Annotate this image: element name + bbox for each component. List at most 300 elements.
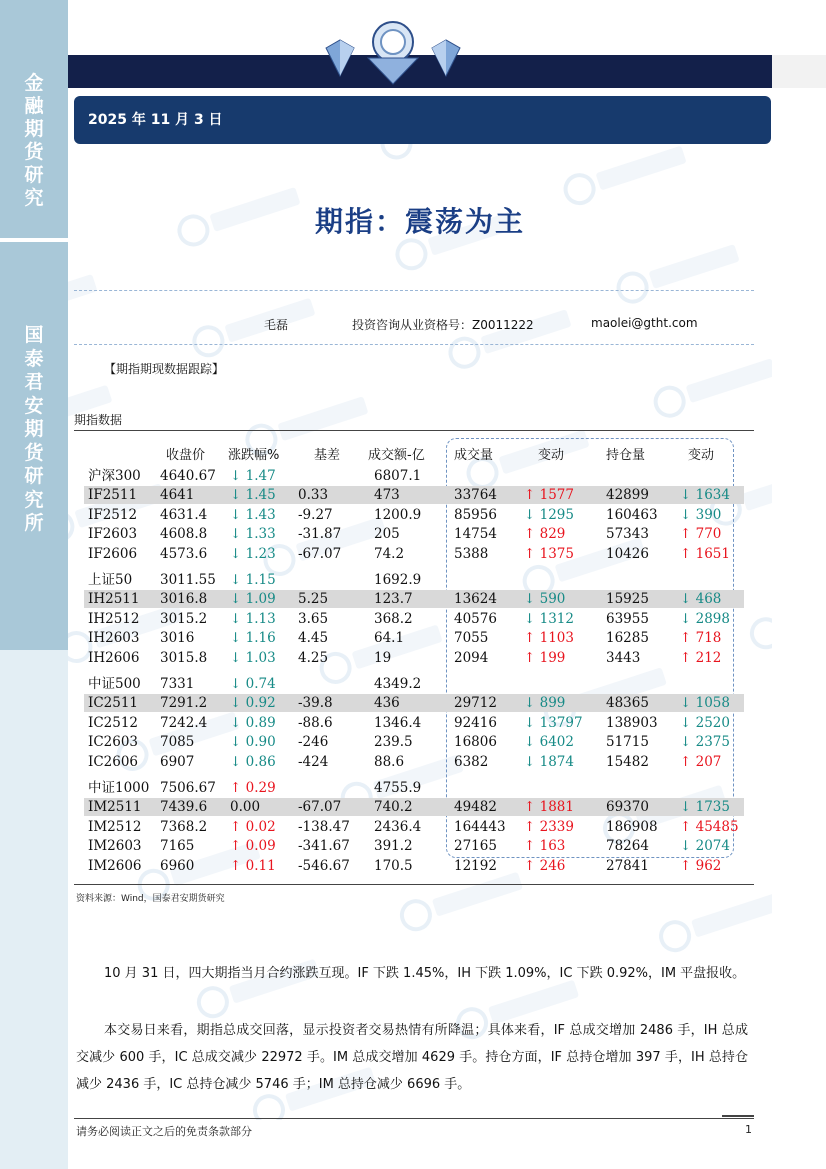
table-top-rule	[74, 430, 754, 431]
cell-value: 1651	[691, 545, 730, 562]
footer-disclaimer: 请务必阅读正文之后的免责条款部分	[76, 1125, 252, 1138]
amount-cell	[374, 733, 413, 751]
close-cell	[160, 571, 216, 589]
volume-cell	[454, 753, 488, 771]
up-arrow-icon: ↑	[524, 526, 536, 543]
up-arrow-icon: ↑	[680, 857, 692, 874]
cell-value: 3016.8	[160, 591, 208, 608]
oi-cell	[606, 525, 649, 543]
down-arrow-icon: ↓	[230, 734, 242, 751]
basis-cell	[298, 694, 333, 712]
amount-cell	[374, 779, 421, 797]
cell-value: 0.29	[241, 780, 276, 796]
cell-value: 7055	[454, 630, 489, 647]
close-cell	[160, 649, 207, 667]
cell-value: 3011.55	[160, 572, 216, 588]
amount-cell	[374, 525, 400, 543]
cell-value: 0.09	[241, 838, 276, 855]
cell-value: IM2603	[88, 838, 142, 855]
cell-value: 170.5	[374, 857, 413, 874]
oi-cell	[606, 545, 649, 563]
cell-value: 5388	[454, 545, 489, 562]
cell-value: 123.7	[374, 591, 413, 608]
down-arrow-icon: ↓	[524, 695, 536, 712]
close-cell	[160, 525, 207, 543]
cell-value: 1.43	[241, 506, 276, 523]
amount-cell	[374, 610, 413, 628]
down-arrow-icon: ↓	[230, 753, 242, 770]
close-cell	[160, 753, 194, 771]
cell-value: IF2603	[88, 526, 138, 543]
contract-row	[84, 610, 744, 628]
report-title: 期指：震荡为主	[314, 205, 525, 238]
cell-value: 27841	[606, 857, 649, 874]
cell-value: 13624	[454, 591, 497, 608]
cell-value: -67.07	[298, 799, 342, 816]
volume-change-cell	[524, 798, 574, 816]
cell-value: 7506.67	[160, 780, 216, 796]
header-open-interest: 持仓量	[606, 448, 646, 463]
cell-value: IF2511	[88, 487, 138, 504]
volume-change-cell	[524, 629, 574, 647]
volume-cell	[454, 525, 497, 543]
down-arrow-icon: ↓	[680, 591, 692, 608]
oi-change-cell	[680, 545, 730, 563]
cell-value: 1.33	[241, 526, 276, 543]
header-change: 涨跌幅%	[228, 448, 280, 463]
cell-value: 48365	[606, 695, 649, 712]
cell-value: 7368.2	[160, 818, 208, 835]
oi-cell	[606, 733, 649, 751]
cell-value: 2520	[691, 714, 730, 731]
header-amount: 成交额-亿	[368, 448, 425, 463]
cell-value: 16806	[454, 734, 497, 751]
cell-value: 468	[691, 591, 722, 608]
volume-cell	[454, 545, 488, 563]
close-cell	[160, 506, 207, 524]
sidebar-char: 研	[24, 164, 44, 186]
up-arrow-icon: ↑	[524, 487, 536, 504]
cell-value: 7165	[160, 838, 195, 855]
oi-cell	[606, 714, 658, 732]
cell-value: 3015.8	[160, 649, 208, 666]
down-arrow-icon: ↓	[230, 630, 242, 647]
sidebar-char: 泰	[24, 347, 44, 370]
down-arrow-icon: ↓	[230, 506, 242, 523]
change-cell	[230, 694, 276, 712]
down-arrow-icon: ↓	[680, 506, 692, 523]
cell-value: 1058	[691, 695, 730, 712]
cell-value: -424	[298, 753, 329, 770]
cell-value: 1634	[691, 487, 730, 504]
cell-value: IF2606	[88, 545, 138, 562]
contract-row	[84, 590, 744, 608]
cell-value: 0.92	[241, 695, 276, 712]
cell-value: 6960	[160, 857, 195, 874]
volume-cell	[454, 649, 488, 667]
cell-value: 15925	[606, 591, 649, 608]
cell-value: 2375	[691, 734, 730, 751]
cell-value: 1.16	[241, 630, 276, 647]
cell-value: 1.03	[241, 649, 276, 666]
volume-change-cell	[524, 714, 583, 732]
paragraph-2: 本交易日来看，期指总成交回落，显示投资者交易热情有所降温；具体来看，IF 总成交增加 2486 手，IH 总成交减少 600 手，IC 总成交减少 22972 手。IM 总成交增加 4629 手。持仓方面，IF 总持仓增加 397 手，IH 总持仓减少 2436 手，IC 总持仓减少 5746 手；IM 总持仓减少 6696 手。	[76, 1023, 748, 1092]
amount-cell	[374, 467, 421, 485]
date-bar	[74, 96, 771, 144]
amount-cell	[374, 629, 404, 647]
volume-change-cell	[524, 753, 574, 771]
cell-value: IM2512	[88, 818, 142, 835]
down-arrow-icon: ↓	[680, 838, 692, 855]
volume-cell	[454, 733, 497, 751]
cell-value: 590	[535, 591, 566, 608]
cell-value: 12192	[454, 857, 497, 874]
up-arrow-icon: ↑	[524, 799, 536, 816]
sidebar-char: 究	[24, 488, 44, 511]
cell-value: 4641	[160, 487, 195, 504]
down-arrow-icon: ↓	[230, 487, 242, 504]
volume-change-cell	[524, 649, 565, 667]
down-arrow-icon: ↓	[230, 526, 242, 543]
header-basis: 基差	[314, 448, 341, 463]
cell-value: 3015.2	[160, 610, 208, 627]
sidebar-mid-label	[0, 324, 68, 536]
down-arrow-icon: ↓	[230, 572, 242, 588]
cell-value: 45485	[691, 818, 739, 835]
cell-value: 33764	[454, 487, 497, 504]
paragraph-1: 10 月 31 日，四大期指当月合约涨跌互现。IF 下跌 1.45%，IH 下跌 1.09%，IC 下跌 0.92%，IM 平盘报收。	[104, 966, 746, 981]
cell-value: -138.47	[298, 818, 350, 835]
index-row	[84, 779, 744, 797]
oi-change-cell	[680, 486, 730, 504]
oi-cell	[606, 753, 649, 771]
cell-value: 1874	[535, 753, 574, 770]
section-label: 【期指期现数据跟踪】	[104, 362, 225, 376]
cell-value: IF2512	[88, 506, 138, 523]
oi-cell	[606, 610, 649, 628]
contract-row	[84, 837, 744, 855]
amount-cell	[374, 675, 421, 693]
cell-value: 899	[535, 695, 566, 712]
header-band-right	[772, 55, 826, 88]
cell-value: 4573.6	[160, 545, 208, 562]
index-row	[84, 467, 744, 485]
volume-cell	[454, 629, 488, 647]
basis-cell	[298, 649, 328, 667]
down-arrow-icon: ↓	[230, 610, 242, 627]
cell-value: IH2603	[88, 630, 140, 647]
name-cell	[88, 857, 142, 875]
contract-row	[84, 649, 744, 667]
close-cell	[160, 610, 207, 628]
amount-cell	[374, 545, 404, 563]
cell-value: 199	[535, 649, 566, 666]
oi-cell	[606, 798, 649, 816]
oi-change-cell	[680, 590, 721, 608]
change-cell	[230, 779, 276, 797]
cell-value: 85956	[454, 506, 497, 523]
oi-change-cell	[680, 837, 730, 855]
name-cell	[88, 649, 139, 667]
index-row	[84, 571, 744, 589]
volume-change-cell	[524, 506, 574, 524]
table-bottom-rule	[74, 884, 754, 885]
cell-value: 740.2	[374, 799, 413, 816]
amount-cell	[374, 694, 400, 712]
basis-cell	[298, 590, 328, 608]
change-cell	[230, 818, 276, 836]
amount-cell	[374, 753, 404, 771]
close-cell	[160, 675, 194, 693]
volume-cell	[454, 837, 497, 855]
cell-value: 7242.4	[160, 714, 208, 731]
close-cell	[160, 629, 194, 647]
name-cell	[88, 545, 137, 563]
cell-value: 3443	[606, 649, 641, 666]
cell-value: 6382	[454, 753, 489, 770]
cell-value: 64.1	[374, 630, 405, 647]
oi-change-cell	[680, 506, 721, 524]
oi-cell	[606, 857, 649, 875]
cell-value: 1.13	[241, 610, 276, 627]
header-close: 收盘价	[166, 448, 206, 463]
cell-value: 164443	[454, 818, 506, 835]
down-arrow-icon: ↓	[524, 591, 536, 608]
cell-value: 6807.1	[374, 468, 422, 484]
cell-value: 0.89	[241, 714, 276, 731]
amount-cell	[374, 857, 413, 875]
volume-change-cell	[524, 525, 565, 543]
cell-value: 16285	[606, 630, 649, 647]
name-cell	[88, 525, 137, 543]
close-cell	[160, 798, 207, 816]
sidebar-char: 期	[24, 418, 44, 440]
name-cell	[88, 779, 149, 797]
cell-value: 69370	[606, 799, 649, 816]
cell-value: 7085	[160, 734, 195, 751]
change-cell	[230, 675, 276, 693]
volume-change-cell	[524, 818, 574, 836]
change-cell	[230, 629, 276, 647]
author-email[interactable]: maolei@gtht.com	[591, 316, 698, 330]
basis-cell	[298, 545, 341, 563]
cell-value: 78264	[606, 838, 649, 855]
cell-value: 138903	[606, 714, 658, 731]
cell-value: 2339	[535, 818, 574, 835]
page-number: 1	[745, 1123, 752, 1136]
basis-cell	[298, 857, 350, 875]
name-cell	[88, 486, 137, 504]
cell-value: 19	[374, 649, 392, 666]
cell-value: 7291.2	[160, 695, 208, 712]
oi-change-cell	[680, 525, 721, 543]
volume-cell	[454, 818, 506, 836]
oi-change-cell	[680, 798, 730, 816]
basis-cell	[298, 525, 341, 543]
cell-value: 74.2	[374, 545, 405, 562]
contract-row	[84, 753, 744, 771]
down-arrow-icon: ↓	[230, 468, 242, 484]
up-arrow-icon: ↑	[680, 649, 692, 666]
cell-value: 163	[535, 838, 566, 855]
cell-value: 1375	[535, 545, 574, 562]
up-arrow-icon: ↑	[524, 649, 536, 666]
cell-value: IH2606	[88, 649, 140, 666]
cell-value: 186908	[606, 818, 658, 835]
volume-change-cell	[524, 590, 565, 608]
close-cell	[160, 857, 194, 875]
cell-value: 1.15	[241, 572, 276, 588]
close-cell	[160, 545, 207, 563]
change-cell	[230, 486, 276, 504]
amount-cell	[374, 837, 413, 855]
cell-value: 10426	[606, 545, 649, 562]
up-arrow-icon: ↑	[524, 545, 536, 562]
cell-value: 1312	[535, 610, 574, 627]
oi-cell	[606, 694, 649, 712]
sidebar-divider	[0, 238, 68, 242]
volume-cell	[454, 506, 497, 524]
cell-value: 3.65	[298, 610, 329, 627]
cell-value: 14754	[454, 526, 497, 543]
change-cell	[230, 714, 276, 732]
amount-cell	[374, 714, 421, 732]
volume-cell	[454, 590, 497, 608]
sidebar-char: 国	[24, 324, 44, 346]
oi-cell	[606, 837, 649, 855]
basis-cell	[298, 798, 341, 816]
source-note: 资料来源：Wind，国泰君安期货研究	[76, 894, 225, 904]
change-cell	[230, 798, 260, 816]
author-name: 毛磊	[264, 318, 289, 332]
volume-cell	[454, 610, 497, 628]
amount-cell	[374, 649, 391, 667]
down-arrow-icon: ↓	[230, 649, 242, 666]
oi-cell	[606, 649, 640, 667]
sidebar-char: 金	[24, 72, 44, 94]
cell-value: 4755.9	[374, 780, 422, 796]
cell-value: 40576	[454, 610, 497, 627]
cell-value: 15482	[606, 753, 649, 770]
change-cell	[230, 590, 276, 608]
down-arrow-icon: ↓	[524, 610, 536, 627]
cell-value: 0.86	[241, 753, 276, 770]
cell-value: -546.67	[298, 857, 350, 874]
down-arrow-icon: ↓	[680, 799, 692, 816]
sidebar-char: 期	[24, 118, 44, 140]
sidebar-char: 所	[24, 512, 44, 534]
cell-value: 4631.4	[160, 506, 208, 523]
close-cell	[160, 733, 194, 751]
name-cell	[88, 610, 139, 628]
cell-value: 0.33	[298, 487, 329, 504]
cell-value: 51715	[606, 734, 649, 751]
header-volume: 成交量	[454, 448, 494, 463]
cell-value: 2436.4	[374, 818, 422, 835]
cell-value: 88.6	[374, 753, 405, 770]
name-cell	[88, 753, 138, 771]
sidebar-bottom-panel	[0, 650, 68, 1169]
down-arrow-icon: ↓	[680, 695, 692, 712]
volume-cell	[454, 714, 497, 732]
cell-value: 1103	[535, 630, 574, 647]
change-cell	[230, 525, 276, 543]
sidebar-char: 研	[24, 465, 44, 487]
oi-change-cell	[680, 857, 721, 875]
footer-rule	[74, 1118, 754, 1119]
cell-value: 770	[691, 526, 722, 543]
up-arrow-icon: ↑	[524, 857, 536, 874]
header-oi-change: 变动	[688, 448, 715, 463]
name-cell	[88, 837, 142, 855]
close-cell	[160, 486, 194, 504]
cell-value: 5.25	[298, 591, 329, 608]
close-cell	[160, 779, 216, 797]
cell-value: 390	[691, 506, 722, 523]
cell-value: 718	[691, 630, 722, 647]
name-cell	[88, 798, 142, 816]
amount-cell	[374, 571, 421, 589]
change-cell	[230, 610, 276, 628]
close-cell	[160, 818, 207, 836]
name-cell	[88, 694, 138, 712]
basis-cell	[298, 714, 333, 732]
cell-value: IM2606	[88, 857, 142, 874]
up-arrow-icon: ↑	[230, 780, 242, 796]
up-arrow-icon: ↑	[680, 526, 692, 543]
volume-change-cell	[524, 857, 565, 875]
sidebar-char: 君	[24, 371, 44, 393]
cell-value: 2898	[691, 610, 730, 627]
change-cell	[230, 753, 276, 771]
name-cell	[88, 467, 141, 485]
amount-cell	[374, 506, 421, 524]
cell-value: 2074	[691, 838, 730, 855]
volume-change-cell	[524, 694, 565, 712]
up-arrow-icon: ↑	[680, 630, 692, 647]
cell-value: 0.00	[230, 799, 261, 816]
down-arrow-icon: ↓	[230, 714, 242, 731]
cell-value: 3016	[160, 630, 195, 647]
cell-value: 1.09	[241, 591, 276, 608]
cell-value: 0.02	[241, 818, 276, 835]
sidebar-char: 究	[24, 187, 44, 209]
contract-row	[84, 857, 744, 875]
cell-value: 6402	[535, 734, 574, 751]
contract-row	[84, 506, 744, 524]
cell-value: 1577	[535, 487, 574, 504]
volume-change-cell	[524, 837, 565, 855]
cell-value: 49482	[454, 799, 497, 816]
down-arrow-icon: ↓	[680, 610, 692, 627]
cell-value: -88.6	[298, 714, 333, 731]
basis-cell	[298, 818, 350, 836]
cell-value: 212	[691, 649, 722, 666]
up-arrow-icon: ↑	[680, 753, 692, 770]
down-arrow-icon: ↓	[524, 714, 536, 731]
cell-value: 829	[535, 526, 566, 543]
cell-value: 27165	[454, 838, 497, 855]
change-cell	[230, 837, 276, 855]
cell-value: 2094	[454, 649, 489, 666]
cell-value: -246	[298, 734, 329, 751]
table-label: 期指数据	[74, 413, 123, 427]
up-arrow-icon: ↑	[230, 818, 242, 835]
oi-change-cell	[680, 818, 739, 836]
sidebar-char: 融	[24, 95, 44, 117]
cell-value: 1295	[535, 506, 574, 523]
change-cell	[230, 733, 276, 751]
